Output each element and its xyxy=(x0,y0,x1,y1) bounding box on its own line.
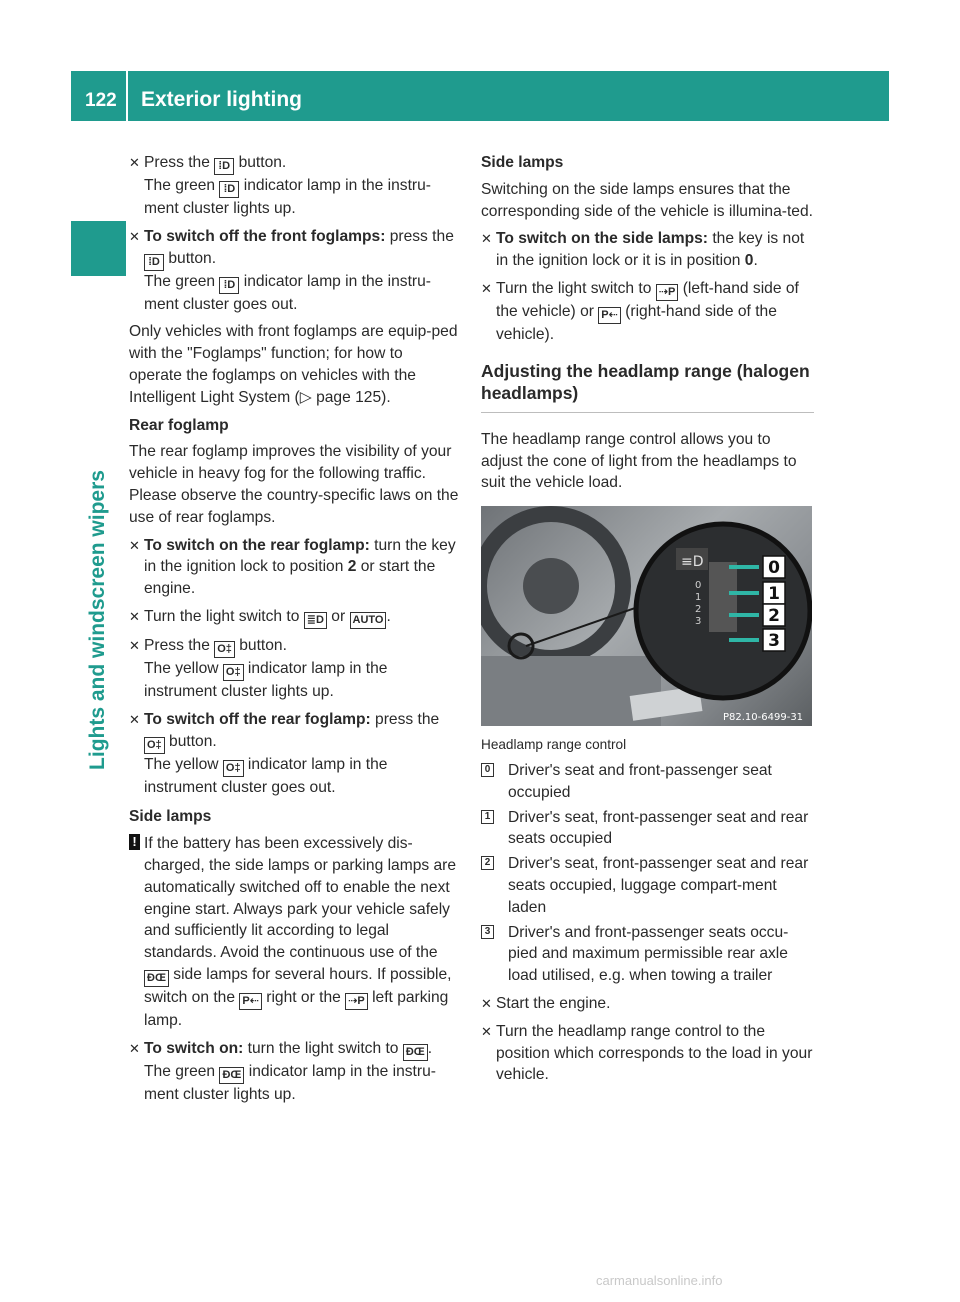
step-arrow-icon: ✕ xyxy=(129,228,140,244)
legend-number: 3 xyxy=(481,925,494,939)
steering-hub-shape xyxy=(523,558,579,614)
wheel-label-1: 1 xyxy=(695,592,702,604)
headlamp-range-figure xyxy=(481,506,812,726)
step-arrow-icon: ✕ xyxy=(481,231,492,247)
headlamp-range-icon: ≡D xyxy=(681,554,704,571)
front-foglamp-icon: ⁞D xyxy=(214,158,234,175)
step-press-front-foglamp: ✕ Press the ⁞D button. The green ⁞D indicator lamp in the instru-ment cluster lights up. xyxy=(129,154,431,217)
step-arrow-icon: ✕ xyxy=(129,155,140,170)
heading-headlamp-range: Adjusting the headlamp range (halogen headlamps) xyxy=(481,360,814,413)
callout-label-2: 2 xyxy=(768,606,780,627)
side-tab-label: Lights and windscreen wipers xyxy=(86,470,109,770)
heading-side-lamps-left: Side lamps xyxy=(129,808,212,826)
warning-battery: ! If the battery has been excessively dis-charged, the side lamps or parking lamps are automatically switched off to enable the next engine start. Always park your vehicle safely and sufficiently lit according to legal standards. Avoid the continuous use of the ĐŒ side lamps for several hours. If possible, switch on the P⇠ right or the ⇢P left parking lamp. xyxy=(129,833,459,1032)
step-switch-off-front-foglamps: ✕ To switch off the front foglamps: press the ⁞D button. The green ⁞D indicator lamp in the instru-ment cluster goes out. xyxy=(129,227,454,313)
heading-side-lamps: Side lamps xyxy=(481,154,564,171)
auto-icon: AUTO xyxy=(350,612,387,629)
thumbwheel-shape xyxy=(709,562,737,632)
step-arrow-icon: ✕ xyxy=(129,1040,140,1056)
wheel-label-3: 3 xyxy=(695,616,702,628)
page-ref-icon: ▷ xyxy=(299,388,312,406)
wheel-label-2: 2 xyxy=(695,604,702,616)
page-number: 122 xyxy=(85,90,117,111)
callout-label-0: 0 xyxy=(768,558,780,579)
step-arrow-icon: ✕ xyxy=(129,637,140,653)
side-tab-marker xyxy=(71,221,126,276)
legend-item: 3 Driver's and front-passenger seats occu-pied and maximum permissible rear axle load utilised, e.g. when towing a trailer xyxy=(481,922,814,987)
left-parking-lamp-icon: ⇢P xyxy=(345,993,368,1010)
figure-caption: Headlamp range control xyxy=(481,737,627,753)
step-arrow-icon: ✕ xyxy=(481,280,492,296)
rear-foglamp-icon: O‡ xyxy=(144,737,165,754)
right-column xyxy=(481,152,814,1092)
legend-item: 1 Driver's seat, front-passenger seat and rear seats occupied xyxy=(481,807,814,851)
side-lamps-icon: ĐŒ xyxy=(403,1044,428,1061)
legend-number: 1 xyxy=(481,810,494,824)
side-lamps-icon: ĐŒ xyxy=(144,970,169,987)
step-switch-on-rear-foglamp: ✕ To switch on the rear foglamp: turn the key in the ignition lock to position 2 or start the engine. xyxy=(129,536,456,598)
step-arrow-icon: ✕ xyxy=(129,711,140,727)
left-parking-lamp-icon: ⇢P xyxy=(656,284,679,301)
step-turn-light-switch-parking: ✕ Turn the light switch to ⇢P (left-hand side of the vehicle) or P⇠ (right-hand side of the vehicle). xyxy=(481,279,799,343)
step-start-engine: ✕ Start the engine. xyxy=(481,993,814,1015)
legend-number: 2 xyxy=(481,856,494,870)
paragraph-side-lamps: Switching on the side lamps ensures that the corresponding side of the vehicle is illumina-ted. xyxy=(481,180,813,220)
rear-foglamp-icon: O‡ xyxy=(223,760,244,777)
front-foglamp-icon: ⁞D xyxy=(219,181,239,198)
low-beam-icon: ≣D xyxy=(304,612,327,629)
paragraph-foglamps-note: Only vehicles with front foglamps are equip-ped with the "Foglamps" function; for how to operate the foglamps on vehicles with the Intelligent Light System (▷ page 125). xyxy=(129,323,458,406)
legend-item: 2 Driver's seat, front-passenger seat and rear seats occupied, luggage compart-ment laden xyxy=(481,853,814,918)
callout-label-1: 1 xyxy=(768,584,780,605)
figure-code: P82.10-6499-31 xyxy=(723,712,804,724)
header-divider xyxy=(126,71,128,121)
step-switch-off-rear-foglamp: ✕ To switch off the rear foglamp: press the O‡ button. The yellow O‡ indicator lamp in the instrument cluster goes out. xyxy=(129,710,440,796)
step-arrow-icon: ✕ xyxy=(481,1023,492,1039)
step-press-rear-foglamp: ✕ Press the O‡ button. The yellow O‡ indicator lamp in the instrument cluster lights up. xyxy=(129,636,388,700)
headlamp-range-illustration xyxy=(481,506,812,726)
page-title: Exterior lighting xyxy=(141,88,303,111)
rear-foglamp-icon: O‡ xyxy=(214,641,235,658)
paragraph-headlamp-range: The headlamp range control allows you to adjust the cone of light from the headlamps to suit the vehicle load. xyxy=(481,430,797,492)
heading-rear-foglamp: Rear foglamp xyxy=(129,416,229,434)
step-switch-on-side-lamps-right: ✕ To switch on the side lamps: the key is not in the ignition lock or it is in position 0. xyxy=(481,230,805,270)
wheel-label-0: 0 xyxy=(695,580,702,592)
left-column xyxy=(129,152,459,1112)
step-switch-on-side-lamps: ✕ To switch on: turn the light switch to ĐŒ . The green ĐŒ indicator lamp in the instru-ment cluster lights up. xyxy=(129,1039,436,1103)
front-foglamp-icon: ⁞D xyxy=(144,254,164,271)
paragraph-rear-foglamp: The rear foglamp improves the visibility of your vehicle in heavy fog for the following traffic. Please observe the country-specific laws on the use of rear foglamps. xyxy=(129,443,459,526)
front-foglamp-icon: ⁞D xyxy=(219,277,239,294)
footer-watermark: carmanualsonline.info xyxy=(596,1273,723,1288)
warning-icon: ! xyxy=(129,834,140,850)
legend-number: 0 xyxy=(481,763,494,777)
callout-label-3: 3 xyxy=(768,631,780,652)
step-turn-range-control: ✕ Turn the headlamp range control to the position which corresponds to the load in your vehicle. xyxy=(481,1022,813,1084)
step-arrow-icon: ✕ xyxy=(129,608,140,624)
step-arrow-icon: ✕ xyxy=(129,537,140,553)
step-arrow-icon: ✕ xyxy=(481,995,492,1011)
step-turn-light-switch: ✕ Turn the light switch to ≣D or AUTO . xyxy=(129,606,459,629)
right-parking-lamp-icon: P⇠ xyxy=(598,307,621,324)
side-lamps-icon: ĐŒ xyxy=(219,1067,244,1084)
rear-foglamp-icon: O‡ xyxy=(223,664,244,681)
legend-item: 0 Driver's seat and front-passenger seat occupied xyxy=(481,760,814,804)
right-parking-lamp-icon: P⇠ xyxy=(239,993,262,1010)
